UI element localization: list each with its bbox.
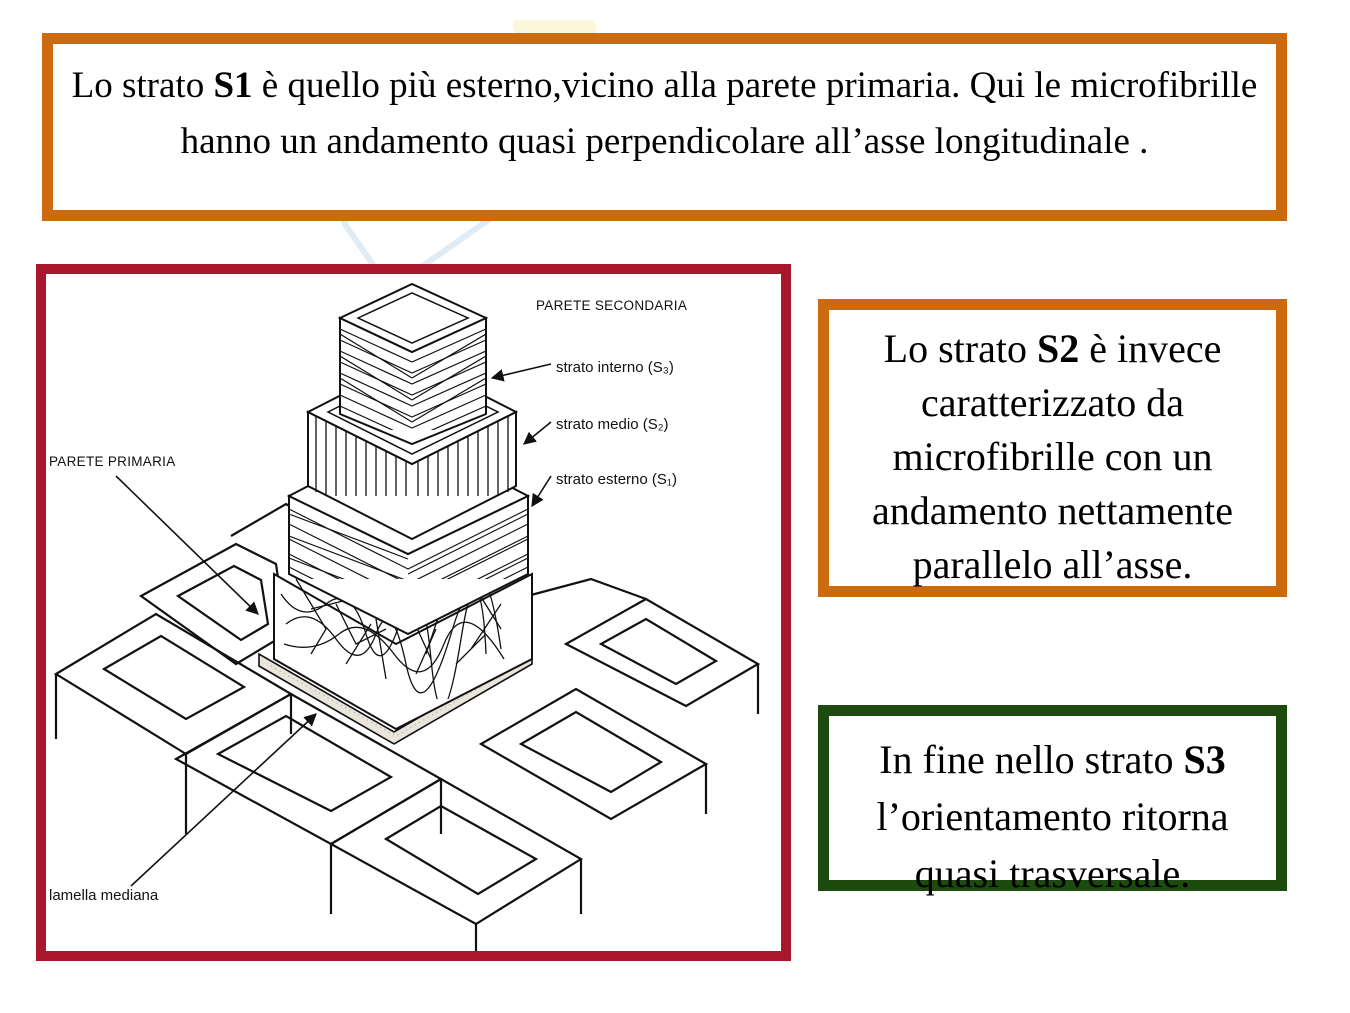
- label-strato-interno: strato interno (S₃): [556, 359, 674, 376]
- s2-description-box: [818, 299, 1287, 597]
- s3-text-bold: S3: [1183, 737, 1226, 782]
- s2-text-bold: S2: [1036, 326, 1080, 371]
- s1-description-box: [42, 33, 1287, 221]
- s1-text-post: è quello più esterno,vicino alla parete primaria. Qui le microfibrille hanno un andamento quasi perpendicolare all’asse longitudinale .: [180, 65, 1258, 162]
- s3-text-post: l’orientamento ritorna quasi trasversale.: [876, 794, 1229, 896]
- label-lamella-mediana: lamella mediana: [49, 887, 159, 904]
- label-parete-secondaria: PARETE SECONDARIA: [536, 298, 688, 313]
- label-parete-primaria: PARETE PRIMARIA: [49, 454, 176, 469]
- s3-description-box: [818, 705, 1287, 896]
- s2-text-pre: Lo strato: [883, 326, 1037, 371]
- label-strato-esterno: strato esterno (S₁): [556, 471, 677, 488]
- s2-text-post: è invece caratterizzato da microfibrille con un andamento nettamente parallelo all’asse.: [872, 326, 1233, 587]
- cell-wall-diagram: [36, 264, 791, 961]
- s1-text-pre: Lo strato: [71, 65, 214, 106]
- s3-layer: [340, 284, 486, 444]
- s1-text-bold: S1: [213, 65, 253, 106]
- s3-text-pre: In fine nello strato: [879, 737, 1184, 782]
- label-strato-medio: strato medio (S₂): [556, 416, 669, 433]
